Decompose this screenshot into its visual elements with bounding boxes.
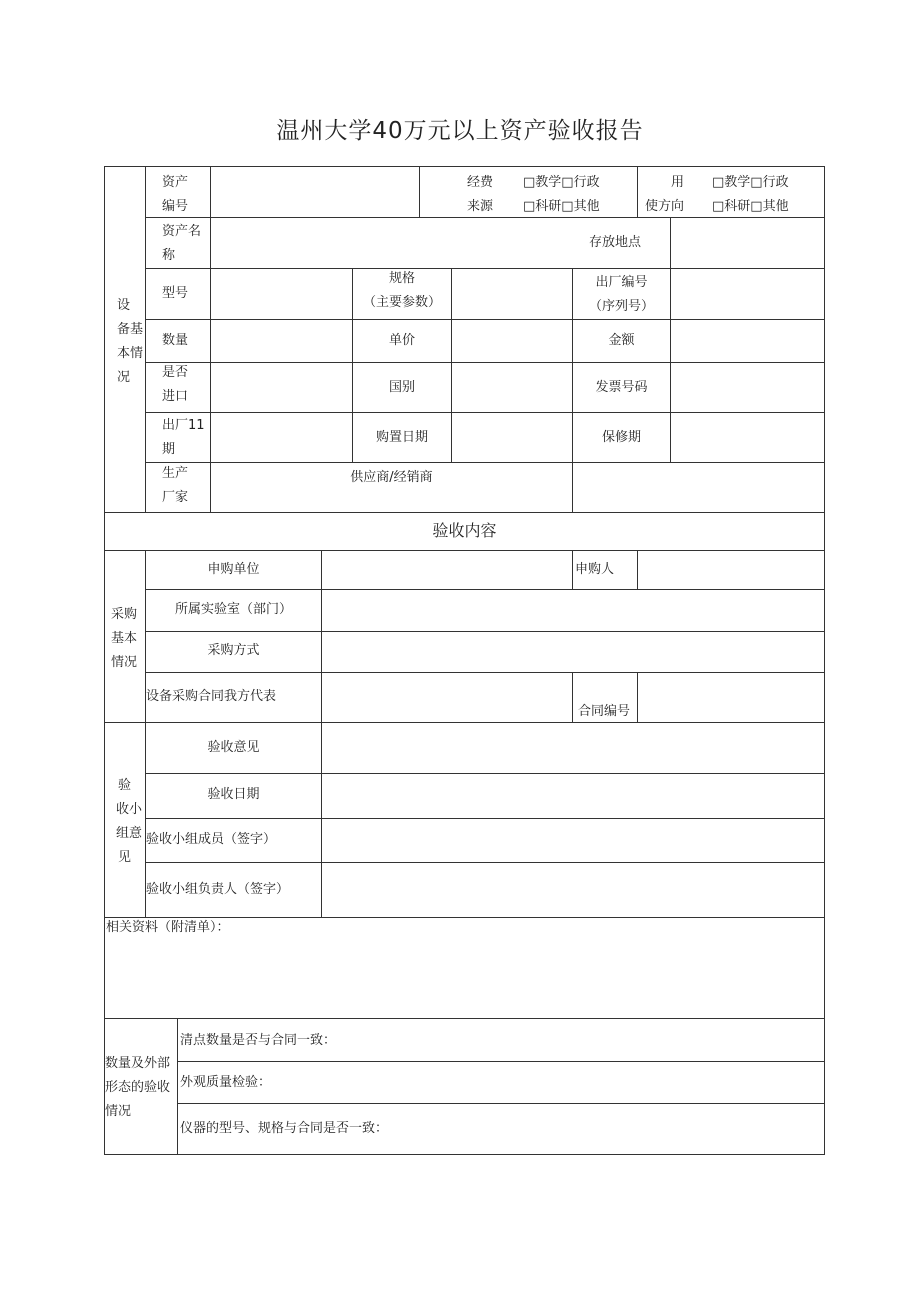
- location-label: 存放地点: [589, 235, 642, 250]
- quantity-label: 数量: [162, 333, 189, 348]
- supplier-label: 供应商/经销商: [350, 470, 433, 485]
- amount-label: 金额: [608, 333, 635, 348]
- contract-number-label: 合同编号: [578, 704, 631, 719]
- team-members-signature-label: 验收小组成员（签字）: [146, 832, 277, 847]
- warranty-label: 保修期: [601, 430, 641, 445]
- contract-representative-label: 设备采购合同我方代表: [146, 689, 277, 704]
- purchase-date-label: 购置日期: [375, 430, 428, 445]
- applicant-label: 申购人: [575, 562, 615, 577]
- applying-unit-label: 申购单位: [207, 562, 260, 577]
- lab-department-label: 所属实验室（部门）: [174, 602, 292, 617]
- quantity-check-question: 清点数量是否与合同一致：: [180, 1033, 337, 1048]
- purchase-method-label: 采购方式: [207, 643, 260, 658]
- acceptance-opinion-label: 验收意见: [207, 740, 260, 755]
- model-spec-check-question: 仪器的型号、规格与合同是否一致：: [180, 1121, 389, 1136]
- acceptance-content-header: 验收内容: [432, 521, 497, 540]
- team-leader-signature-label: 验收小组负责人（签字）: [146, 882, 290, 897]
- acceptance-date-label: 验收日期: [207, 787, 260, 802]
- page-title: 温州大学40万元以上资产验收报告: [276, 118, 644, 144]
- invoice-number-label: 发票号码: [595, 380, 648, 395]
- unit-price-label: 单价: [388, 333, 415, 348]
- model-label: 型号: [162, 286, 189, 301]
- related-materials-label: 相关资料（附清单）：: [106, 920, 230, 935]
- country-label: 国别: [388, 380, 415, 395]
- appearance-check-question: 外观质量检验：: [180, 1075, 272, 1090]
